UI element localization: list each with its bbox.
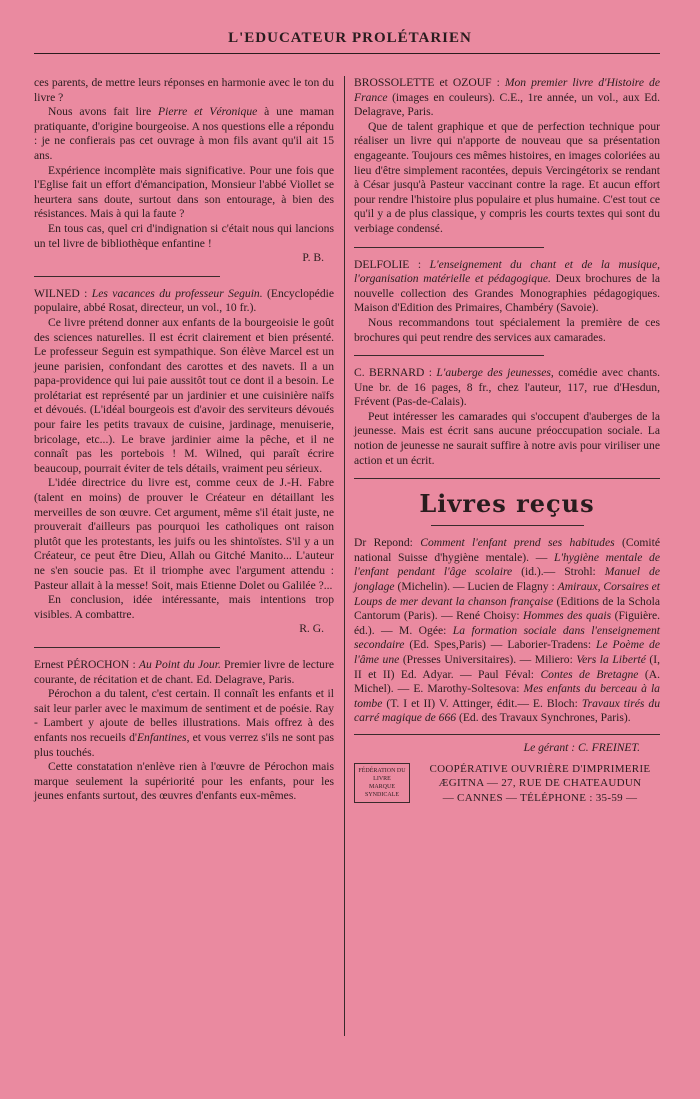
review-title: Ernest PÉROCHON : Au Point du Jour. Premier livre de lecture courante, de récitation et de chant. Ed. Delagrave, Paris. — [34, 657, 334, 686]
printer-address: COOPÉRATIVE OUVRIÈRE D'IMPRIMERIE ÆGITNA — 27, RUE DE CHATEAUDUN — CANNES — TÉLÉPHONE : 35-59 — — [429, 762, 651, 804]
paragraph: Ce livre prétend donner aux enfants de la bourgeoisie le goût des sciences naturelles. Il est écrit clairement et bien présenté. Le professeur Seguin est sympathique. Son élève Marcel est un jeune parisien, confondant des carottes et des navets. Il a un papa-providence qui lui paie aussitôt tout ce dont il a besoin. Le prolétariat est représenté par un jardinier et une cuisinière naïfs et dévoués. (L'idéal bourgeois est d'avoir des serviteurs dévoués pour faire les petits travaux de cuisine, jardinage, menuiserie, bricolage, etc...). Le brave jardinier aime la pêche, et il ne connaît pas les portebois ! M. Wilned, qui paraît écrire beaucoup, pourrait éviter de tels détails, vraiment peu sérieux. — [34, 315, 334, 475]
paragraph: ces parents, de mettre leurs réponses en harmonie avec le ton du livre ? — [34, 76, 334, 104]
divider — [354, 478, 660, 479]
review-title: C. BERNARD : L'auberge des jeunesses, comédie avec chants. Une br. de 16 pages, 8 fr., chez l'auteur, 117, rue d'Hesdun, Frévent (Pas-de-Calais). — [354, 366, 660, 409]
paragraph: Pérochon a du talent, c'est certain. Il connaît les enfants et il sait leur parler avec le maximum de sentiment et de poésie. Ray - Lambert y ajoute de belles illustrations. Mais offrez à des enfants nos recueils d'Enfantines, et vous verrez s'ils ne sont pas plus touchés. — [34, 687, 334, 759]
gerant-line: Le gérant : C. FREINET. — [523, 740, 640, 754]
header-rule — [34, 53, 660, 54]
divider — [431, 525, 584, 526]
paragraph: En tous cas, quel cri d'indignation si c'était nous qui lancions un tel livre de bibliothèque enfantine ! — [34, 221, 334, 250]
divider — [354, 355, 544, 356]
left-column — [34, 76, 334, 804]
books-received-list: Dr Repond: Comment l'enfant prend ses habitudes (Comité national Suisse d'hygiène mentale). — L'hygiène mentale de l'enfant pendant l'âge scolaire (id.).— Strohl: Manuel de jonglage (Michelin). — Lucien de Flagny : Amiraux, Corsaires et Loups de mer devant la chanson française (Editions de la Schola Cantorum (Paris). — René Choisy: Hommes des quais (Figuière. éd.). — M. Ogée: La formation sociale dans l'enseignement secondaire (Ed. Spes,Paris) — Laborier-Tradens: Le Poème de l'âme une (Presses Universitaires). — Miliero: Vers la Liberté (I, II et II) Ed. Adyar. — Paul Féval: Contes de Bretagne (A. Michel). — E. Marothy-Soltesova: Mes enfants du berceau à la tombe (T. I et II) V. Attinger, édit.— E. Bloch: Travaux tirés du carré magique de 666 (Ed. des Travaux Synchrones, Paris). — [354, 536, 661, 725]
union-label-logo: FÉDÉRATION DU LIVRE MARQUE SYNDICALE — [354, 763, 410, 803]
page-header: L'EDUCATEUR PROLÉTARIEN — [228, 30, 472, 46]
divider — [34, 276, 220, 277]
review-title: WILNED : Les vacances du professeur Seguin. (Encyclopédie populaire, abbé Rosat, directeur, un vol., 10 fr.). — [34, 286, 334, 315]
paragraph: Nous recommandons tout spécialement la première de ces brochures qui peut rendre des services aux camarades. — [354, 315, 660, 344]
imprint-block — [354, 762, 660, 806]
review-title: BROSSOLETTE et OZOUF : Mon premier livre d'Histoire de France (images en couleurs). C.E., 1re année, un vol., aux Ed. Delagrave, Paris. — [354, 76, 660, 119]
signature: P. B. — [302, 251, 324, 265]
review-title: DELFOLIE : L'enseignement du chant et de la musique, l'organisation matérielle et pédagogique. Deux brochures de la nouvelle collection des Grandes Monographies pédagogiques. Maison d'Edition des Primaires, Chambéry (Savoie). — [354, 257, 660, 315]
divider — [354, 734, 660, 735]
paragraph: Nous avons fait lire Pierre et Véronique à une maman pratiquante, d'origine bourgeoise. A nos questions elle a répondu : je ne confierais pas cet ouvrage à mon fils avant qu'il ait 15 ans. — [34, 105, 334, 162]
column-divider — [344, 76, 345, 1036]
paragraph: Cette constatation n'enlève rien à l'œuvre de Pérochon mais marque seulement la supériorité pour les enfants, pour les jeunes enfants surtout, des œuvres d'enfants eux-mêmes. — [34, 760, 334, 803]
right-column — [354, 76, 660, 805]
paragraph: Expérience incomplète mais significative. Pour une fois que l'Eglise fait un effort d'émancipation, Monsieur l'abbé Viollet se heurtera sans doute, surtout dans son entourage, à bien des résistances. Mais à qui la faute ? — [34, 163, 334, 221]
divider — [354, 247, 544, 248]
section-heading: Livres reçus — [419, 489, 595, 519]
divider — [34, 647, 220, 648]
paragraph: En conclusion, idée intéressante, mais intentions trop visibles. A combattre. — [34, 593, 334, 621]
paragraph: Peut intéresser les camarades qui s'occupent d'auberges de la jeunesse. Mais est écrit sans aucune préoccupation sociale. La notion de jeunesse ne saurait suffire à notre avis pour viriliser une action et un écrit. — [354, 409, 660, 467]
paragraph: Que de talent graphique et que de perfection technique pour réaliser un livre qui n'apporte de nouveau que sa présentation engageante. Toujours ces mêmes histoires, en images coloriées au lieu d'être simplement racontées, depuis Vercingétorix se rendant à César jusqu'à Pasteur vaccinant contre la rage. Et aucun effort pour rendre l'histoire plus populaire et plus humaine. C'est tout ce qu'il y a de plus classique, y compris les courts textes qui sont du verbiage condensé. — [354, 119, 660, 235]
signature: R. G. — [299, 622, 324, 636]
paragraph: L'idée directrice du livre est, comme ceux de J.-H. Fabre (talent en moins) de prouver le Créateur en détaillant les merveilles de son œuvre. Cet argument, même s'il était juste, ne prouverait d'ailleurs pas pourquoi les catholiques ont raison plutôt que les protestants, les juifs ou les shintoïstes. S'il y a un Créateur, ce peut être Dieu, Allah ou Gitché Manito... L'auteur ne s'en soucie pas. Et il triomphe avec l'argument attendu : Pasteur allait à la messe! Soit, mais Etienne Dolet ou Galilée ?... — [34, 476, 334, 592]
